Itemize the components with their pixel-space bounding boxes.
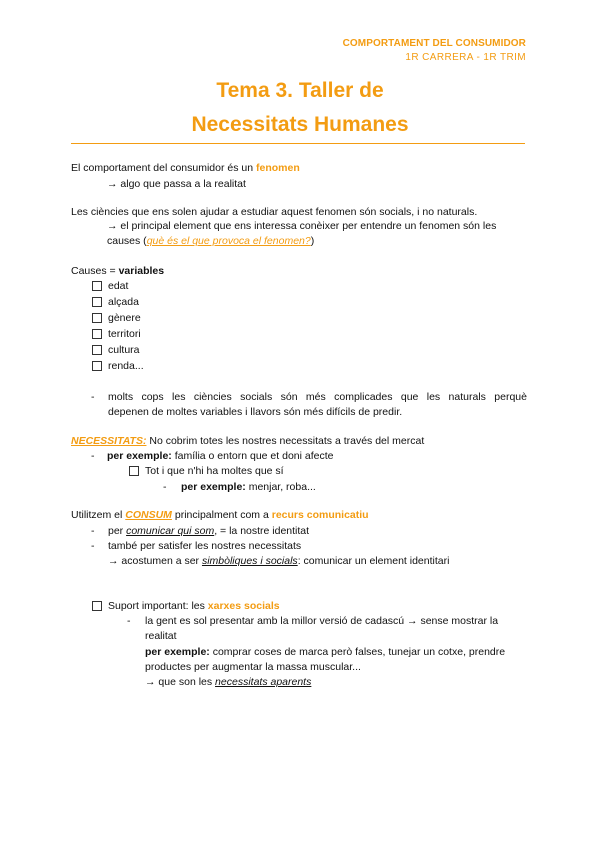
necessitats-aparents: necessitats aparents: [215, 676, 312, 688]
per-word: per: [108, 525, 127, 537]
variable-item: gènere: [108, 312, 141, 324]
consum-dash-2: -: [91, 540, 95, 552]
needs-dash-2: -: [163, 481, 167, 493]
needs-check-text: Tot i que n'hi ha moltes que sí: [145, 465, 284, 477]
needs-example: [107, 449, 333, 463]
checkbox-genere[interactable]: [92, 313, 102, 323]
fenomen-arrow: → algo que passa a la realitat: [107, 178, 246, 190]
sciences-line3: [107, 234, 314, 248]
variable-item: territori: [108, 328, 141, 340]
consum-pre: Utilitzem el: [71, 509, 126, 521]
consum-arrow: [108, 554, 449, 568]
variable-item: edat: [108, 280, 129, 292]
term-header: 1R CARRERA - 1R TRIM: [405, 52, 526, 63]
fenomen-sentence: [71, 161, 300, 175]
consum-dash-1: -: [91, 525, 95, 537]
xarxes-socials-keyword: xarxes socials: [207, 600, 280, 612]
variable-item: alçada: [108, 296, 139, 308]
causes-heading: [71, 264, 164, 278]
example-label-2: per exemple:: [181, 481, 246, 493]
checkbox-alcada[interactable]: [92, 297, 102, 307]
necessitats-term: NECESSITATS:: [71, 435, 147, 447]
checkbox-territori[interactable]: [92, 329, 102, 339]
identitari-text: : comunicar un element identitari: [297, 555, 450, 567]
checkbox-moltes[interactable]: [129, 466, 139, 476]
causes-word: causes (: [107, 235, 147, 247]
page-title-line2: Necessitats Humanes: [191, 113, 409, 136]
example-label: per exemple:: [107, 450, 172, 462]
simboliques-socials: simbòliques i socials: [201, 555, 298, 567]
support-arrow: [145, 675, 311, 689]
support-heading: [108, 599, 280, 613]
variable-item: cultura: [108, 344, 140, 356]
sciences-line2: → el principal element que ens interessa conèixer per entendre un fenomen són les: [107, 220, 497, 232]
variable-item: renda...: [108, 360, 144, 372]
closing-paren: ): [310, 235, 315, 247]
example-label-3: per exemple:: [145, 646, 210, 658]
needs-dash: -: [91, 450, 95, 462]
title-divider: [71, 143, 525, 144]
checkbox-cultura[interactable]: [92, 345, 102, 355]
note-dash: -: [91, 391, 95, 403]
comunicar-qui-som: comunicar qui som: [126, 525, 215, 537]
acostumen-text: → acostumen a ser: [108, 555, 202, 567]
support-line1: la gent es sol presentar amb la millor versió de cadascú → sense mostrar la: [145, 615, 499, 627]
aparents-pre: → que son les: [145, 676, 216, 688]
support-example-line2: productes per augmentar la massa muscular...: [145, 661, 361, 673]
consum-bullet-2: també per satisfer les nostres necessitats: [108, 540, 302, 552]
page-title-line1: Tema 3. Taller de: [216, 79, 384, 102]
consum-line: [71, 508, 369, 522]
support-line2: realitat: [145, 630, 177, 642]
consum-mid: principalment com a: [171, 509, 272, 521]
support-example: [145, 645, 505, 659]
needs-statement: No cobrim totes les nostres necessitats a través del mercat: [146, 435, 425, 447]
checkbox-edat[interactable]: [92, 281, 102, 291]
identitat-text: , = la nostre identitat: [214, 525, 310, 537]
example-text: família o entorn que et doni afecte: [171, 450, 334, 462]
recurs-comunicatiu-keyword: recurs comunicatiu: [271, 509, 369, 521]
checkbox-suport[interactable]: [92, 601, 102, 611]
causes-label: Causes =: [71, 265, 119, 277]
example-text-3: comprar coses de marca però falses, tunejar un cotxe, prendre: [209, 646, 506, 658]
course-header: COMPORTAMENT DEL CONSUMIDOR: [342, 38, 526, 49]
fenomen-text: El comportament del consumidor és un: [71, 162, 257, 174]
sciences-line1: Les ciències que ens solen ajudar a estudiar aquest fenomen són socials, i no naturals.: [71, 206, 478, 218]
causes-question: què és el que provoca el fenomen?: [146, 235, 311, 247]
checkbox-renda[interactable]: [92, 361, 102, 371]
support-label: Suport important: les: [108, 600, 208, 612]
consum-term: CONSUM: [125, 509, 172, 521]
variables-keyword: variables: [118, 265, 165, 277]
support-dash: -: [127, 615, 131, 627]
note-line1: molts cops les ciències socials són més complicades que les naturals perquè: [108, 391, 527, 403]
fenomen-keyword: fenomen: [256, 162, 300, 174]
consum-bullet-1: [108, 524, 309, 538]
needs-example-2: [181, 480, 316, 494]
example-text-2: menjar, roba...: [245, 481, 316, 493]
note-line2: depenen de moltes variables i llavors són més difícils de predir.: [108, 406, 403, 418]
needs-line: [71, 434, 424, 448]
